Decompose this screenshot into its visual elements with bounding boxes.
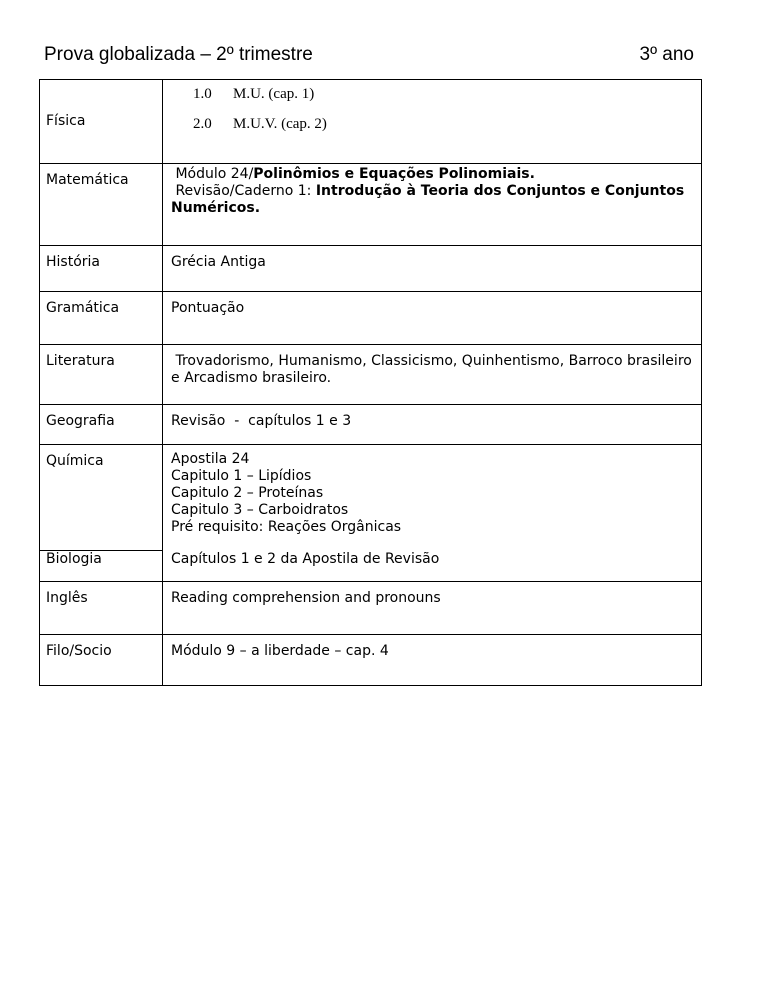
list-item: [193, 86, 701, 116]
subject-cell: Física: [40, 80, 163, 164]
content-bold-text: Polinômios e Equações Polinomiais.: [253, 166, 535, 182]
subject-cell: Biologia: [40, 551, 163, 582]
subject-cell: Geografia: [40, 405, 163, 445]
subject-cell: Química: [40, 445, 163, 551]
list-item: [193, 116, 701, 146]
content-cell: Reading comprehension and pronouns: [163, 582, 702, 635]
subject-cell: Inglês: [40, 582, 163, 635]
subject-cell: Gramática: [40, 292, 163, 345]
content-text: Trovadorismo, Humanismo, Classicismo, Quinhentismo, Barroco brasileiro e Arcadismo brasileiro.: [171, 353, 692, 386]
content-cell: Módulo 9 – a liberdade – cap. 4: [163, 635, 702, 686]
item-number: 1.0: [193, 86, 212, 102]
content-text: Módulo 24/: [175, 166, 254, 182]
subject-cell: História: [40, 246, 163, 292]
document-title: Prova globalizada – 2º trimestre: [44, 44, 313, 65]
grade-label: 3º ano: [639, 44, 694, 65]
content-bold-text: Introdução à Teoria dos Conjuntos e Conjuntos Numéricos.: [171, 183, 685, 216]
content-cell: [163, 405, 702, 445]
content-cell: Capítulos 1 e 2 da Apostila de Revisão: [163, 551, 702, 582]
row-historia: [40, 246, 702, 292]
content-line: Capitulo 2 – Proteínas: [171, 485, 324, 501]
content-line: Capitulo 1 – Lipídios: [171, 468, 312, 484]
content-line: [171, 166, 693, 183]
content-cell: [163, 345, 702, 405]
content-cell: [163, 164, 702, 246]
item-text: M.U.V. (cap. 2): [233, 116, 327, 132]
content-text: Revisão/Caderno 1:: [175, 183, 316, 199]
content-line: [171, 183, 693, 217]
row-gramatica: [40, 292, 702, 345]
content-line: Capitulo 3 – Carboidratos: [171, 502, 349, 518]
document-header: [44, 44, 708, 66]
subject-cell: Filo/Socio: [40, 635, 163, 686]
subjects-table: [39, 79, 702, 686]
item-text: M.U. (cap. 1): [233, 86, 315, 102]
content-cell: [163, 80, 702, 164]
row-ingles: [40, 582, 702, 635]
row-geografia: [40, 405, 702, 445]
row-filo-socio: [40, 635, 702, 686]
row-matematica: [40, 164, 702, 246]
item-number: 2.0: [193, 116, 212, 132]
subject-cell: Matemática: [40, 164, 163, 246]
row-quimica: [40, 445, 702, 551]
content-cell: Grécia Antiga: [163, 246, 702, 292]
content-cell: [163, 445, 702, 551]
row-biologia: [40, 551, 702, 582]
content-line: Apostila 24: [171, 451, 250, 467]
content-line: Pré requisito: Reações Orgânicas: [171, 519, 402, 535]
content-text: Revisão - capítulos 1 e 3: [171, 413, 352, 429]
row-literatura: [40, 345, 702, 405]
content-cell: Pontuação: [163, 292, 702, 345]
row-fisica: [40, 80, 702, 164]
subject-cell: Literatura: [40, 345, 163, 405]
